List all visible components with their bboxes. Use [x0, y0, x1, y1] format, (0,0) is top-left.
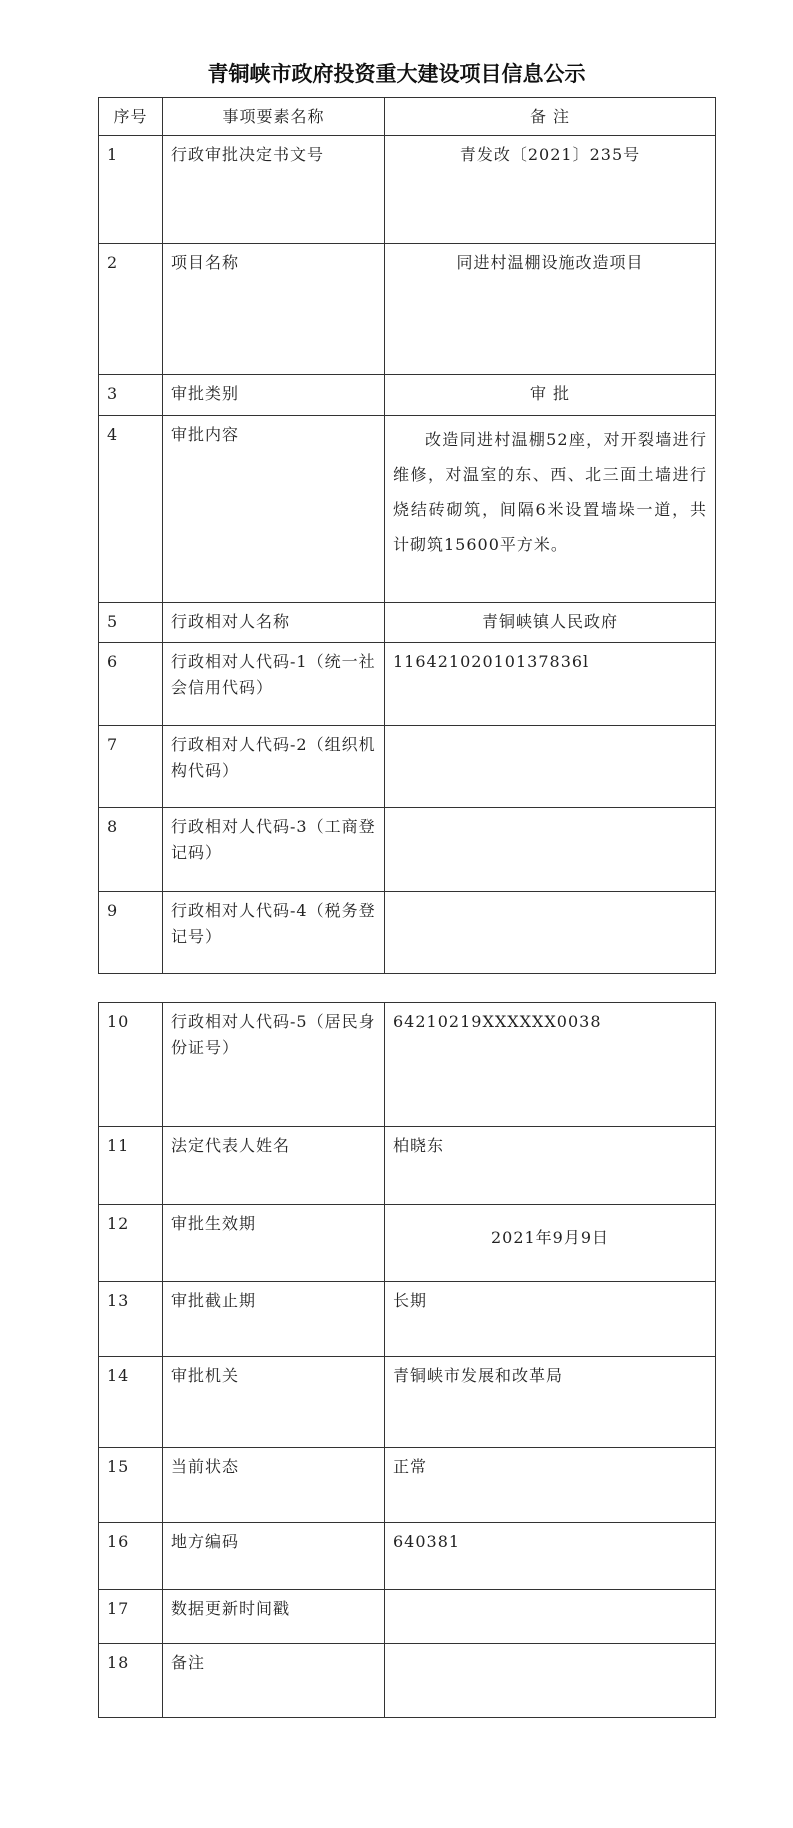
- row-value: 青铜峡镇人民政府: [385, 603, 716, 643]
- table-row: [99, 603, 716, 643]
- row-value: [385, 726, 716, 808]
- row-item: 当前状态: [163, 1448, 385, 1523]
- row-item: 备注: [163, 1644, 385, 1718]
- row-item: 行政相对人代码-4（税务登记号）: [163, 892, 385, 974]
- table-row: [99, 1127, 716, 1205]
- table-row: [99, 892, 716, 974]
- row-value: [385, 1644, 716, 1718]
- table-row: [99, 1523, 716, 1590]
- header-item: 事项要素名称: [163, 98, 385, 136]
- row-value: 11642102010137836l: [385, 643, 716, 726]
- row-no: 15: [99, 1448, 163, 1523]
- row-no: 11: [99, 1127, 163, 1205]
- row-no: 16: [99, 1523, 163, 1590]
- info-table-part-2: [98, 1002, 716, 1718]
- row-value: 改造同进村温棚52座，对开裂墙进行维修，对温室的东、西、北三面土墙进行烧结砖砌筑，间隔6米设置墙垛一道，共计砌筑15600平方米。: [385, 416, 716, 603]
- row-no: 10: [99, 1003, 163, 1127]
- row-item: 审批内容: [163, 416, 385, 603]
- table-header-row: [99, 98, 716, 136]
- row-no: 2: [99, 244, 163, 375]
- table-row: [99, 1590, 716, 1644]
- row-value: 正常: [385, 1448, 716, 1523]
- row-value: 640381: [385, 1523, 716, 1590]
- table-row: [99, 643, 716, 726]
- row-value: [385, 808, 716, 892]
- row-item: 行政审批决定书文号: [163, 136, 385, 244]
- table-row: [99, 416, 716, 603]
- row-value: 2021年9月9日: [385, 1205, 716, 1282]
- table-row: [99, 375, 716, 416]
- table-row: [99, 244, 716, 375]
- header-no: 序号: [99, 98, 163, 136]
- row-item: 审批生效期: [163, 1205, 385, 1282]
- row-no: 18: [99, 1644, 163, 1718]
- info-table-part-1: [98, 97, 716, 974]
- row-no: 13: [99, 1282, 163, 1357]
- row-value: [385, 892, 716, 974]
- table-row: [99, 726, 716, 808]
- row-item: 行政相对人代码-5（居民身份证号）: [163, 1003, 385, 1127]
- row-no: 5: [99, 603, 163, 643]
- row-no: 8: [99, 808, 163, 892]
- table-row: [99, 1282, 716, 1357]
- row-no: 4: [99, 416, 163, 603]
- row-item: 地方编码: [163, 1523, 385, 1590]
- table-row: [99, 1003, 716, 1127]
- row-value: 青铜峡市发展和改革局: [385, 1357, 716, 1448]
- table-row: [99, 1448, 716, 1523]
- row-no: 7: [99, 726, 163, 808]
- row-value: 青发改〔2021〕235号: [385, 136, 716, 244]
- row-no: 14: [99, 1357, 163, 1448]
- row-item: 审批类别: [163, 375, 385, 416]
- row-value: [385, 1590, 716, 1644]
- row-item: 审批机关: [163, 1357, 385, 1448]
- table-row: [99, 1205, 716, 1282]
- row-no: 1: [99, 136, 163, 244]
- row-value: 长期: [385, 1282, 716, 1357]
- page-title: 青铜峡市政府投资重大建设项目信息公示: [207, 62, 586, 86]
- row-item: 审批截止期: [163, 1282, 385, 1357]
- row-item: 数据更新时间戳: [163, 1590, 385, 1644]
- row-item: 法定代表人姓名: [163, 1127, 385, 1205]
- row-value: 64210219XXXXXX0038: [385, 1003, 716, 1127]
- row-item: 行政相对人代码-1（统一社会信用代码）: [163, 643, 385, 726]
- row-value: 同进村温棚设施改造项目: [385, 244, 716, 375]
- row-no: 3: [99, 375, 163, 416]
- row-item: 行政相对人名称: [163, 603, 385, 643]
- row-no: 6: [99, 643, 163, 726]
- table-row: [99, 1644, 716, 1718]
- row-no: 17: [99, 1590, 163, 1644]
- table-row: [99, 136, 716, 244]
- row-item: 项目名称: [163, 244, 385, 375]
- row-no: 9: [99, 892, 163, 974]
- row-value: 柏晓东: [385, 1127, 716, 1205]
- row-value: 审 批: [385, 375, 716, 416]
- row-item: 行政相对人代码-2（组织机构代码）: [163, 726, 385, 808]
- table-row: [99, 1357, 716, 1448]
- table-row: [99, 808, 716, 892]
- header-remark: 备 注: [385, 98, 716, 136]
- row-no: 12: [99, 1205, 163, 1282]
- row-item: 行政相对人代码-3（工商登记码）: [163, 808, 385, 892]
